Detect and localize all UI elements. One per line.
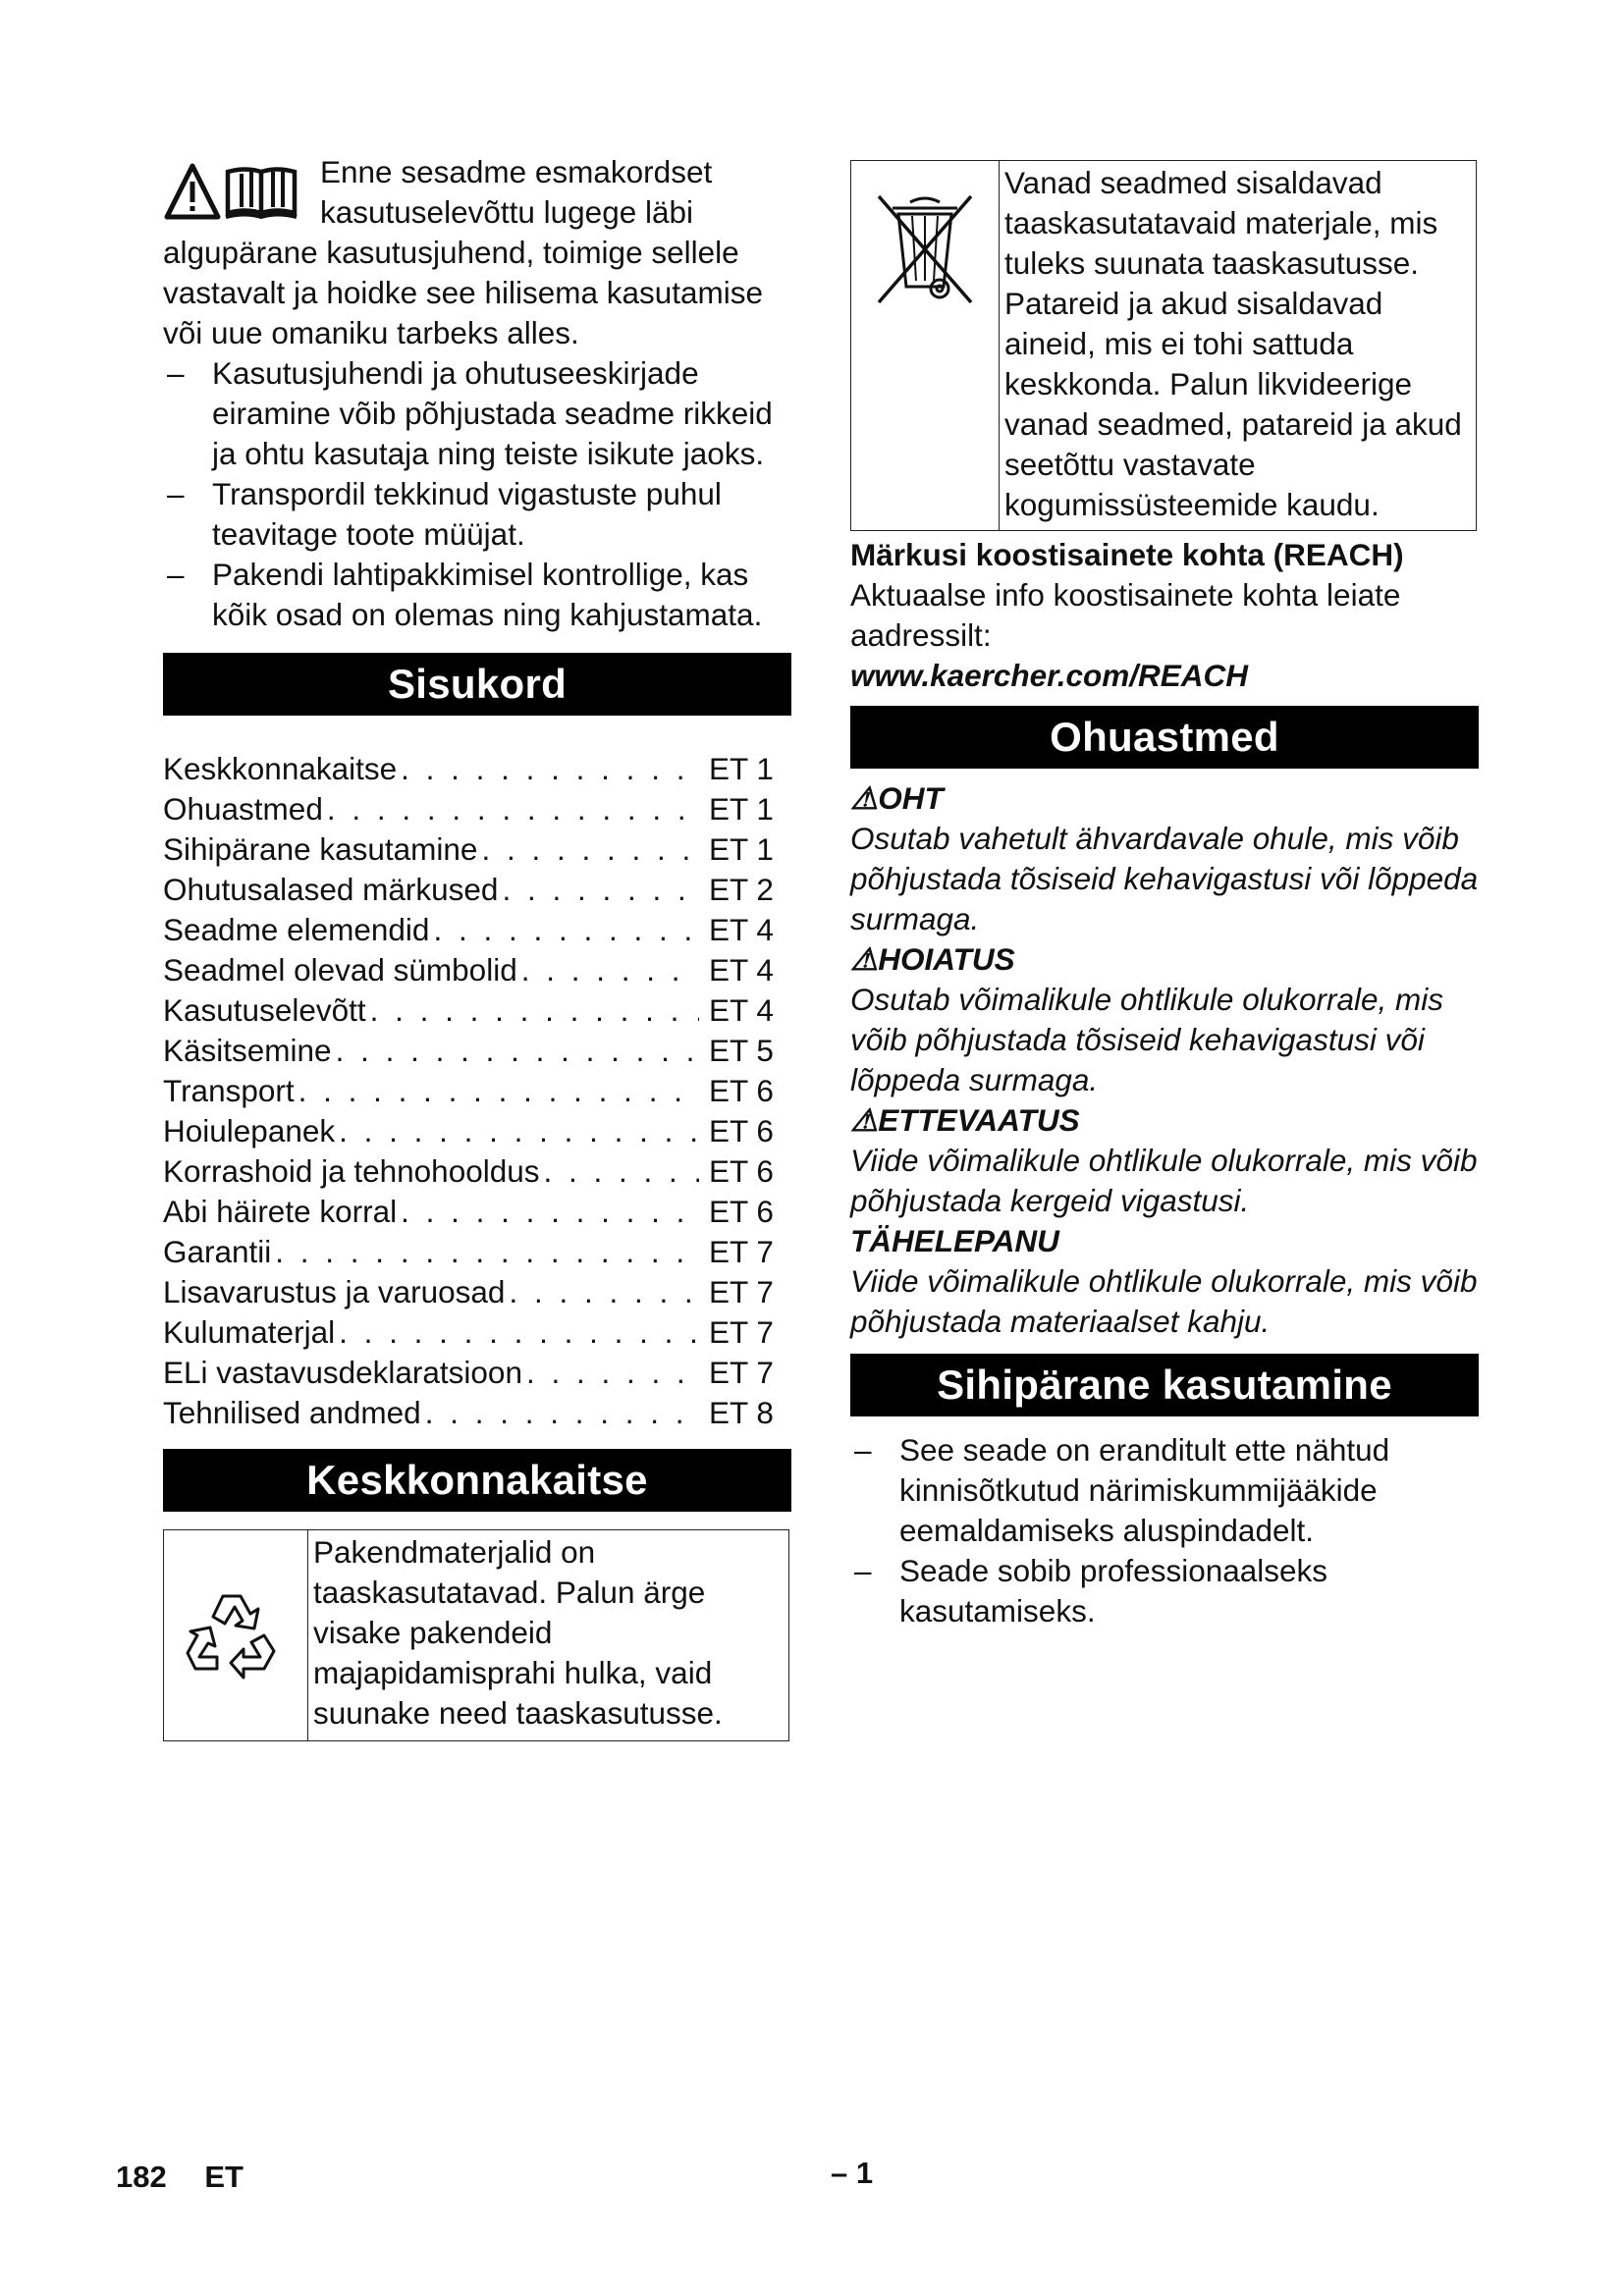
toc-row[interactable] <box>163 910 791 950</box>
warning-icon: ⚠ <box>850 1102 879 1138</box>
toc-page: ET 6 <box>709 1194 774 1229</box>
toc-leader <box>522 1353 699 1393</box>
toc-page: ET 2 <box>709 872 774 907</box>
toc-title: Korrashoid ja tehnohooldus <box>163 1153 540 1189</box>
toc-page: ET 5 <box>709 1033 774 1068</box>
hazard-levels <box>850 778 1479 1342</box>
toc-row[interactable] <box>163 1111 791 1151</box>
toc-leader <box>335 1312 699 1353</box>
toc-title: Ohutusalased märkused <box>163 872 499 907</box>
toc-page: ET 7 <box>709 1355 774 1390</box>
old-devices-text: Vanad seadmed sisaldavad taaskasutatavaid materjale, mis tuleks suunata taaskasutusse. Patareid ja akud sisaldavad aineid, mis ei tohi sattuda keskkonda. Palun likvideerige vanad seadmed, patareid ja akud seetõttu vastavate kogumissüsteemide kaudu. <box>1004 165 1462 522</box>
toc-title: Hoiulepanek <box>163 1113 336 1148</box>
toc-leader <box>517 950 699 990</box>
toc-leader <box>366 990 699 1031</box>
toc-page: ET 1 <box>709 751 774 786</box>
toc-leader <box>429 910 699 950</box>
toc-row[interactable] <box>163 1151 791 1192</box>
toc-title: Transport <box>163 1073 295 1108</box>
hazard-label-notice: TÄHELEPANU <box>850 1223 1059 1258</box>
toc-title: Sihipärane kasutamine <box>163 831 478 867</box>
left-column <box>163 152 791 1741</box>
toc-leader <box>421 1393 699 1433</box>
list-item: – Transpordil tekkinud vigastuste puhul teavitage toote müüjat. <box>163 474 791 555</box>
toc-row[interactable] <box>163 1312 791 1353</box>
warning-icon <box>163 160 312 225</box>
recycling-icon-cell <box>164 1530 308 1740</box>
toc-row[interactable] <box>163 1353 791 1393</box>
old-devices-box <box>850 160 1477 531</box>
toc-title: Kasutuselevõtt <box>163 992 366 1028</box>
toc-page: ET 1 <box>709 791 774 827</box>
toc-leader <box>505 1272 699 1312</box>
toc-row[interactable] <box>163 1071 791 1111</box>
language-code: ET <box>204 2160 244 2194</box>
toc-title: Seadme elemendid <box>163 912 430 947</box>
toc-heading: Sisukord <box>163 653 791 716</box>
weee-icon-cell <box>851 161 1000 530</box>
reach-link[interactable]: www.kaercher.com/REACH <box>850 658 1248 693</box>
intro-text: Enne sesadme esmakordset kasutuselevõttu lugege läbi algupärane kasutusjuhend, toimige sellele vastavalt ja hoidke see hilisema kasutamise või uue omaniku tarbeks alles. <box>163 154 764 350</box>
packaging-box <box>163 1529 789 1741</box>
toc-page: ET 7 <box>709 1274 774 1309</box>
toc-title: Käsitsemine <box>163 1033 332 1068</box>
toc-leader <box>397 749 699 789</box>
hazard-label-danger: ⚠OHT <box>850 780 944 816</box>
hazard-label-caution: ⚠ETTEVAATUS <box>850 1102 1080 1138</box>
toc-leader <box>332 1031 699 1071</box>
environment-heading: Keskkonnakaitse <box>163 1449 791 1512</box>
warning-icon: ⚠ <box>850 780 879 816</box>
hazard-label-warning: ⚠HOIATUS <box>850 941 1015 977</box>
intended-use-heading: Sihipärane kasutamine <box>850 1354 1479 1416</box>
toc-row[interactable] <box>163 1192 791 1232</box>
toc-leader <box>540 1151 699 1192</box>
toc-leader <box>397 1192 699 1232</box>
toc-page: ET 8 <box>709 1395 774 1430</box>
toc-title: Lisavarustus ja varuosad <box>163 1274 506 1309</box>
toc-row[interactable] <box>163 749 791 789</box>
toc-row[interactable] <box>163 870 791 910</box>
toc-row[interactable] <box>163 1272 791 1312</box>
table-of-contents <box>163 749 791 1433</box>
list-item: – Pakendi lahtipakkimisel kontrollige, kas kõik osad on olemas ning kahjustamata. <box>163 555 791 635</box>
list-item: – Seade sobib professionaalseks kasutamiseks. <box>850 1551 1479 1631</box>
toc-page: ET 1 <box>709 831 774 867</box>
toc-title: Keskkonnakaitse <box>163 751 398 786</box>
hazard-heading: Ohuastmed <box>850 706 1479 769</box>
intended-use-list <box>850 1430 1479 1631</box>
hazard-text: Osutab võimalikule ohtlikule olukorrale, mis võib põhjustada tõsiseid kehavigastusi või lõppeda surmaga. <box>850 982 1444 1097</box>
toc-title: Garantii <box>163 1234 272 1269</box>
list-item: – Kasutusjuhendi ja ohutuseeskirjade eiramine võib põhjustada seadme rikkeid ja ohtu kasutaja ning teiste isikute jaoks. <box>163 353 791 474</box>
hazard-text: Osutab vahetult ähvardavale ohule, mis võib põhjustada tõsiseid kehavigastusi või lõppeda surmaga. <box>850 821 1479 936</box>
toc-page: ET 7 <box>709 1314 774 1350</box>
recycling-icon <box>182 1588 290 1682</box>
toc-page: ET 6 <box>709 1153 774 1189</box>
toc-row[interactable] <box>163 829 791 870</box>
intro-section <box>163 152 791 635</box>
toc-row[interactable] <box>163 950 791 990</box>
section-page-number: – 1 <box>831 2156 874 2190</box>
toc-leader <box>477 829 699 870</box>
toc-page: ET 4 <box>709 912 774 947</box>
toc-row[interactable] <box>163 1393 791 1433</box>
list-item: – See seade on eranditult ette nähtud kinnisõtkutud närimiskummijääkide eemaldamiseks aluspindadelt. <box>850 1430 1479 1551</box>
toc-row[interactable] <box>163 990 791 1031</box>
toc-leader <box>498 870 699 910</box>
page-footer <box>116 2160 244 2195</box>
intro-bullet-list <box>163 353 791 635</box>
manual-book-icon <box>226 170 297 218</box>
intro-icons <box>163 160 312 225</box>
toc-leader <box>271 1232 699 1272</box>
crossed-bin-icon <box>871 187 979 314</box>
toc-title: Seadmel olevad sümbolid <box>163 952 517 988</box>
right-column <box>850 152 1479 1631</box>
toc-page: ET 4 <box>709 952 774 988</box>
toc-page: ET 7 <box>709 1234 774 1269</box>
reach-text: Aktuaalse info koostisainete kohta leiate aadressilt: <box>850 577 1401 653</box>
hazard-text: Viide võimalikule ohtlikule olukorrale, mis võib põhjustada materiaalset kahju. <box>850 1263 1478 1339</box>
toc-row[interactable] <box>163 1232 791 1272</box>
warning-icon: ⚠ <box>850 941 879 977</box>
toc-page: ET 6 <box>709 1113 774 1148</box>
toc-title: Abi häirete korral <box>163 1194 398 1229</box>
toc-leader <box>335 1111 699 1151</box>
toc-row[interactable] <box>163 789 791 829</box>
toc-page: ET 4 <box>709 992 774 1028</box>
page-number: 182 <box>116 2160 167 2194</box>
toc-title: Kulumaterjal <box>163 1314 336 1350</box>
toc-title: Tehnilised andmed <box>163 1395 421 1430</box>
toc-title: ELi vastavusdeklaratsioon <box>163 1355 522 1390</box>
hazard-text: Viide võimalikule ohtlikule olukorrale, mis võib põhjustada kergeid vigastusi. <box>850 1143 1478 1218</box>
packaging-text: Pakendmaterjalid on taaskasutatavad. Palun ärge visake pakendeid majapidamisprahi hulka, vaid suunake need taaskasutusse. <box>313 1534 723 1731</box>
toc-leader <box>295 1071 699 1111</box>
toc-row[interactable] <box>163 1031 791 1071</box>
reach-title: Märkusi koostisainete kohta (REACH) <box>850 537 1404 572</box>
toc-title: Ohuastmed <box>163 791 323 827</box>
toc-leader <box>323 789 699 829</box>
toc-page: ET 6 <box>709 1073 774 1108</box>
